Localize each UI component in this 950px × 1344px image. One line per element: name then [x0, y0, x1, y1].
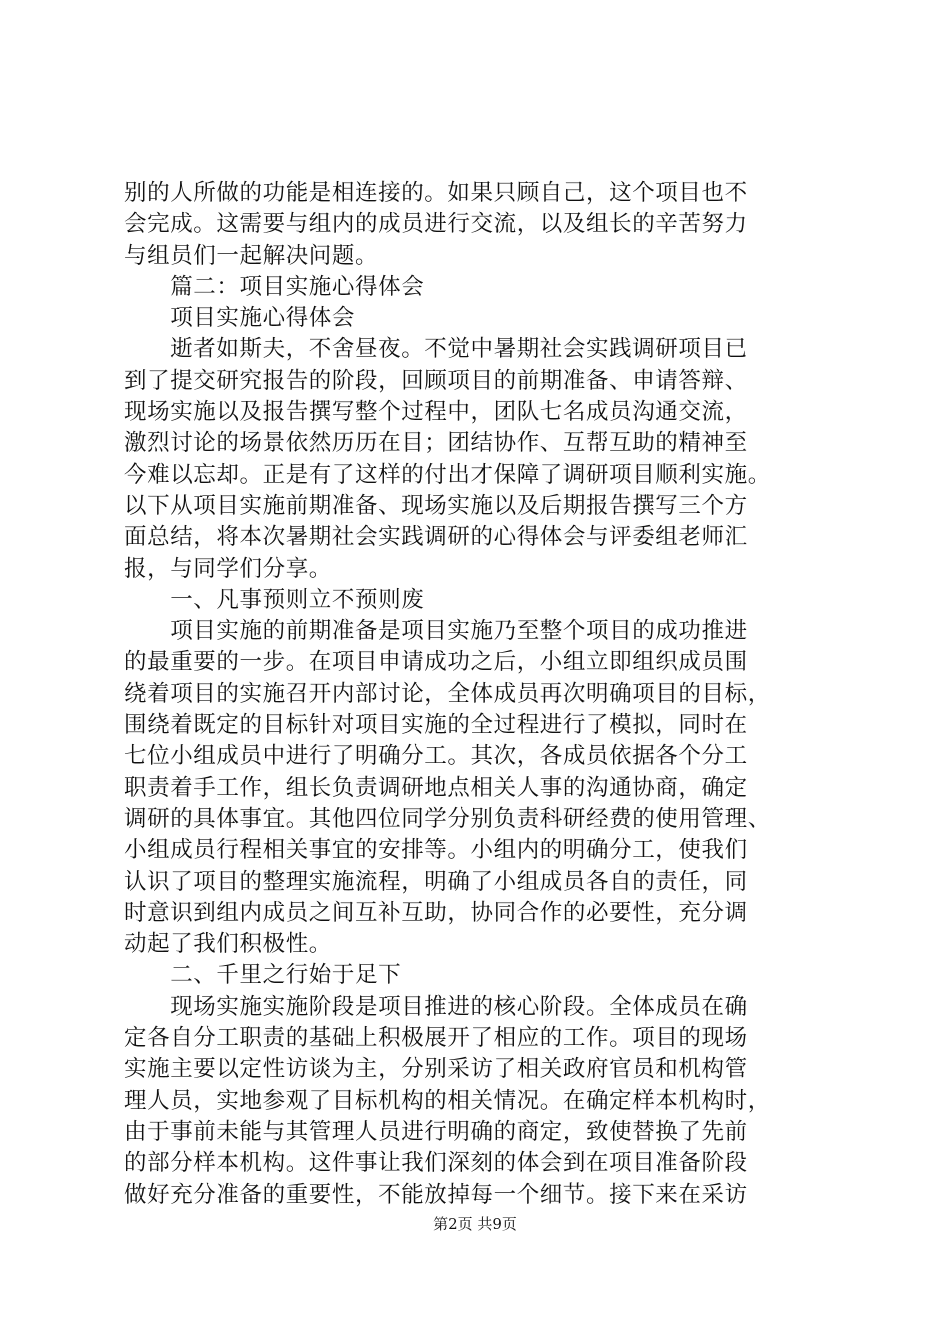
text-line: 七位小组成员中进行了明确分工。其次，各成员依据各个分工 — [124, 743, 748, 770]
text-line: 别的人所做的功能是相连接的。如果只顾自己，这个项目也不 — [124, 180, 748, 206]
section-heading: 一、凡事预则立不预则废 — [124, 586, 425, 613]
text-line: 激烈讨论的场景依然历历在目；团结协作、互帮互助的精神至 — [124, 430, 748, 457]
text-line: 小组成员行程相关事宜的安排等。小组内的明确分工，使我们 — [124, 837, 748, 864]
text-line: 动起了我们积极性。 — [124, 931, 332, 958]
text-line: 实施主要以定性访谈为主，分别采访了相关政府官员和机构管 — [124, 1056, 748, 1083]
text-line: 现场实施以及报告撰写整个过程中，团队七名成员沟通交流， — [124, 399, 748, 426]
text-line: 理人员，实地参观了目标机构的相关情况。在确定样本机构时， — [124, 1087, 771, 1114]
text-line: 与组员们一起解决问题。 — [124, 242, 379, 269]
text-line: 定各自分工职责的基础上积极展开了相应的工作。项目的现场 — [124, 1025, 748, 1052]
text-line: 项目实施的前期准备是项目实施乃至整个项目的成功推进 — [124, 618, 748, 645]
text-line: 围绕着既定的目标针对项目实施的全过程进行了模拟，同时在 — [124, 712, 748, 739]
text-line: 今难以忘却。正是有了这样的付出才保障了调研项目顺利实施。 — [124, 461, 771, 488]
text-line: 逝者如斯夫，不舍昼夜。不觉中暑期社会实践调研项目已 — [124, 336, 748, 363]
text-line: 现场实施实施阶段是项目推进的核心阶段。全体成员在确 — [124, 993, 748, 1020]
text-line: 到了提交研究报告的阶段，回顾项目的前期准备、申请答辩、 — [124, 367, 748, 394]
text-line: 时意识到组内成员之间互补互助，协同合作的必要性，充分调 — [124, 899, 748, 926]
text-line: 由于事前未能与其管理人员进行明确的商定，致使替换了先前 — [124, 1118, 748, 1145]
text-line: 调研的具体事宜。其他四位同学分别负责科研经费的使用管理、 — [124, 805, 771, 832]
text-line: 做好充分准备的重要性，不能放掉每一个细节。接下来在采访 — [124, 1181, 748, 1208]
text-line: 报，与同学们分享。 — [124, 555, 332, 582]
text-line: 认识了项目的整理实施流程，明确了小组成员各自的责任，同 — [124, 868, 748, 895]
section-heading: 二、千里之行始于足下 — [124, 962, 402, 989]
page-number-footer: 第2页 共9页 — [433, 1215, 517, 1233]
text-line: 的部分样本机构。这件事让我们深刻的体会到在项目准备阶段 — [124, 1150, 748, 1177]
text-line: 绕着项目的实施召开内部讨论，全体成员再次明确项目的目标， — [124, 680, 771, 707]
document-body — [124, 178, 830, 1211]
text-line: 面总结，将本次暑期社会实践调研的心得体会与评委组老师汇 — [124, 524, 748, 551]
text-line: 的最重要的一步。在项目申请成功之后，小组立即组织成员围 — [124, 649, 748, 676]
article-title: 项目实施心得体会 — [124, 305, 356, 332]
text-line: 职责着手工作，组长负责调研地点相关人事的沟通协商，确定 — [124, 774, 748, 801]
text-line: 以下从项目实施前期准备、现场实施以及后期报告撰写三个方 — [124, 492, 748, 519]
text-line: 会完成。这需要与组内的成员进行交流，以及组长的辛苦努力 — [124, 211, 748, 238]
section-heading: 篇二：项目实施心得体会 — [124, 273, 425, 300]
